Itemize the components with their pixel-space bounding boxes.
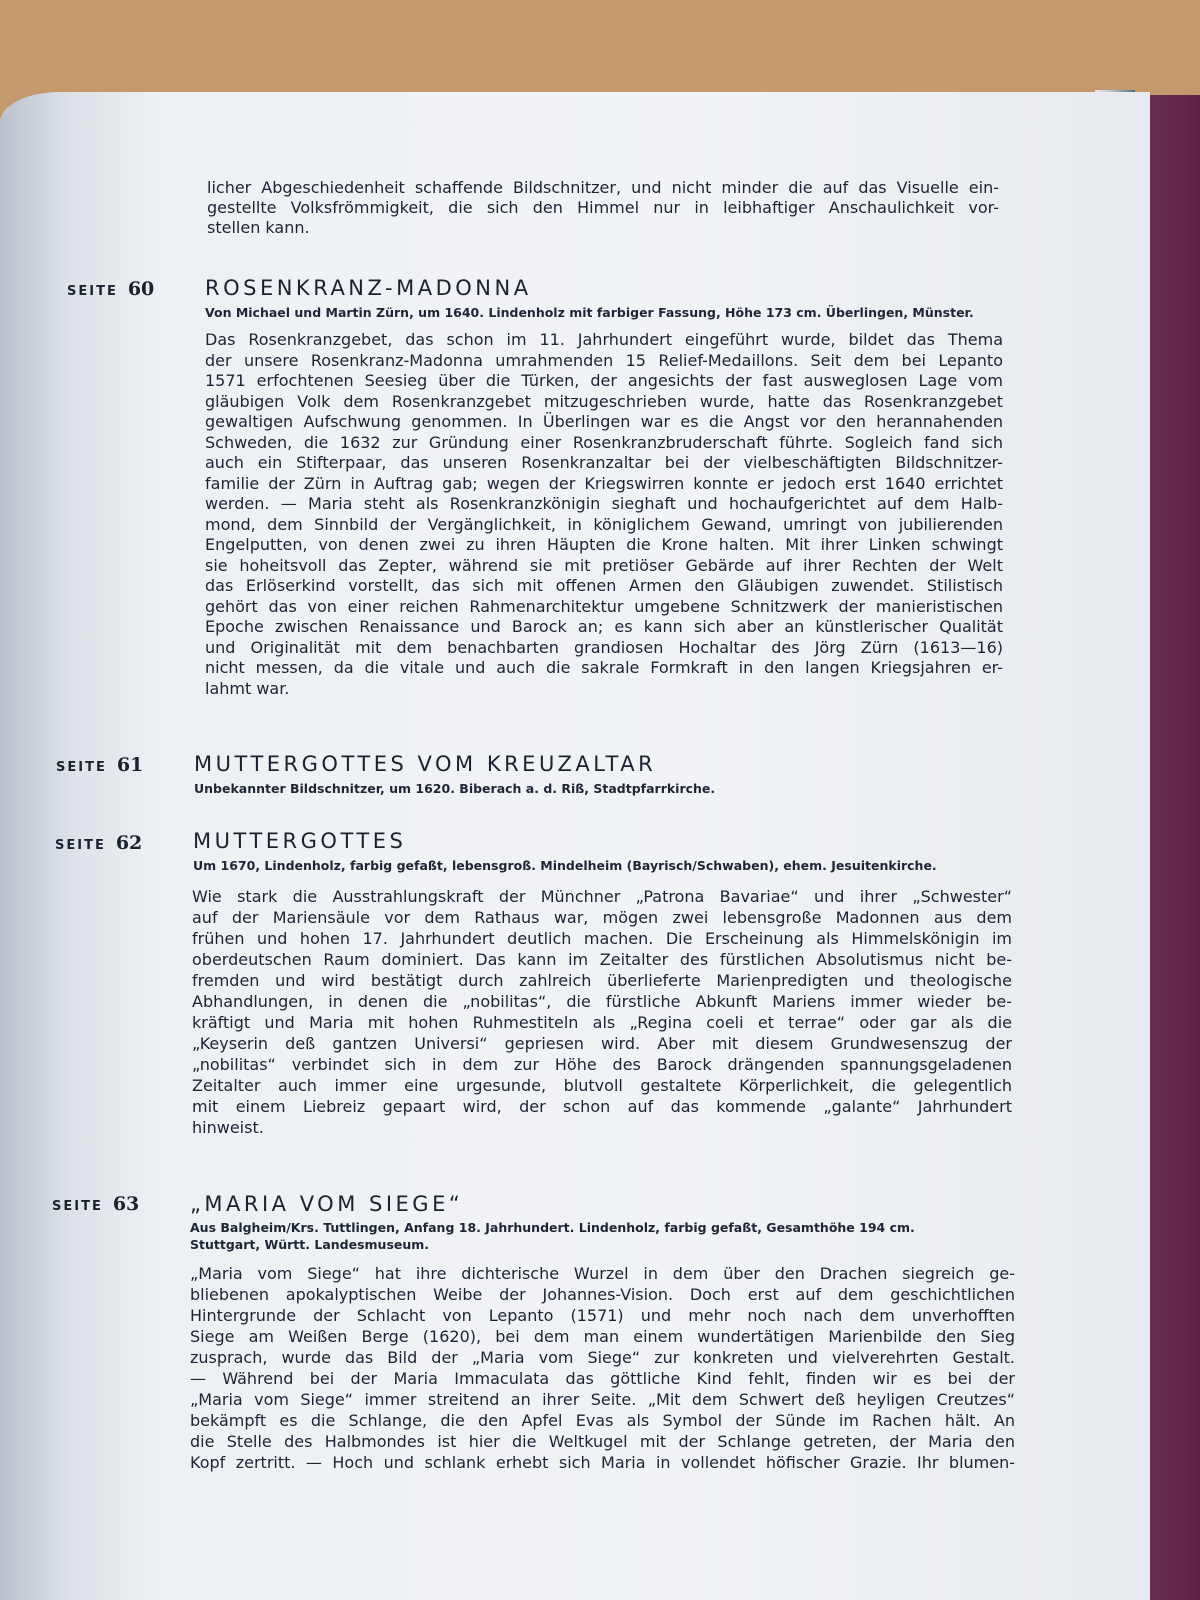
- text-line: „nobilitas“ verbindet sich in dem zur Höhe des Barock drängenden spannungsgeladenen: [192, 1055, 1012, 1074]
- text-line: Siege am Weißen Berge (1620), bei dem man einem wundertätigen Marienbilde den Sieg: [190, 1327, 1015, 1346]
- seite-number: 61: [116, 754, 144, 776]
- text-line: kräftigt und Maria mit hohen Ruhmestiteln als „Regina coeli et terrae“ oder gar als die: [192, 1013, 1012, 1032]
- entry-subtitle: Um 1670, Lindenholz, farbig gefaßt, lebensgroß. Mindelheim (Bayrisch/Schwaben), ehem. Jesuitenkirche.: [193, 858, 937, 873]
- text-line: Abhandlungen, in denen die „nobilitas“, die fürstliche Abkunft Mariens immer wieder be-: [192, 992, 1012, 1011]
- text-line: bliebenen apokalyptischen Weibe der Johannes-Vision. Doch erst auf dem geschichtlichen: [190, 1285, 1015, 1304]
- text-line: Kopf zertritt. — Hoch und schlank erhebt sich Maria in vollendet höfischer Grazie. Ihr blumen-: [190, 1453, 1015, 1472]
- page-reference: [55, 832, 142, 854]
- text-line: gewaltigen Aufschwung genommen. In Überlingen war es die Angst vor den herannahenden: [205, 412, 1003, 431]
- book-page: [0, 92, 1150, 1600]
- text-line: der unsere Rosenkranz-Madonna umrahmenden 15 Relief-Medaillons. Seit dem bei Lepanto: [205, 350, 1003, 370]
- text-line: — Während bei der Maria Immaculata das göttliche Kind fehlt, finden wir es bei der: [190, 1369, 1015, 1388]
- text-line: auch ein Stifterpaar, das unseren Rosenkranzaltar bei der vielbeschäftigten Bildschnitzer-: [205, 453, 1003, 472]
- page-reference: [67, 278, 154, 300]
- text-line: „Maria vom Siege“ immer streitend an ihrer Seite. „Mit dem Schwert deß heyligen Creutzes“: [190, 1390, 1015, 1409]
- intro-paragraph: [207, 178, 999, 238]
- text-line: Wie stark die Ausstrahlungskraft der Münchner „Patrona Bavariae“ und ihrer „Schwester“: [192, 887, 1012, 906]
- text-line: gläubigen Volk dem Rosenkranzgebet mitzugeschrieben wurde, hatte das Rosenkranzgebet: [205, 391, 1003, 411]
- text-line: und Originalität mit dem benachbarten grandiosen Hochaltar des Jörg Zürn (1613—16): [205, 637, 1003, 657]
- text-line: Zeitalter auch immer eine urgesunde, blutvoll gestaltete Körperlichkeit, die gelegentlich: [192, 1076, 1012, 1095]
- text-line: 1571 erfochtenen Seesieg über die Türken, der angesichts der fast ausweglosen Lage vom: [205, 371, 1003, 390]
- text-line: mond, dem Sinnbild der Vergänglichkeit, in königlichem Gewand, umringt von jubilierenden: [205, 514, 1003, 534]
- text-line: lahmt war.: [205, 678, 290, 698]
- text-line: stellen kann.: [207, 218, 310, 237]
- entry-title: „MARIA VOM SIEGE“: [190, 1192, 464, 1216]
- seite-label: SEITE: [56, 760, 107, 775]
- text-line: werden. — Maria steht als Rosenkranzkönigin sieghaft und hochaufgerichtet auf dem Halb-: [205, 494, 1003, 513]
- text-line: mit einem Liebreiz gepaart wird, der schon auf das kommende „galante“ Jahrhundert: [192, 1097, 1012, 1116]
- text-line: sie hoheitsvoll das Zepter, während sie mit pretiöser Gebärde auf ihrer Rechten der Welt: [205, 555, 1003, 575]
- seite-number: 63: [112, 1193, 140, 1215]
- text-line: frühen und hohen 17. Jahrhundert deutlich machen. Die Erscheinung als Himmelskönigin im: [192, 929, 1012, 948]
- text-line: gehört das von einer reichen Rahmenarchitektur umgebene Schnitzwerk der manieristischen: [205, 596, 1003, 616]
- text-line: Hintergrunde der Schlacht von Lepanto (1571) und mehr noch nach dem unverhofften: [190, 1306, 1015, 1325]
- entry-title: MUTTERGOTTES: [193, 829, 407, 853]
- entry-subtitle-line-2: Stuttgart, Württ. Landesmuseum.: [190, 1237, 430, 1252]
- text-line: „Keyserin deß gantzen Universi“ gepriesen wird. Aber mit diesem Grundwesenszug der: [192, 1034, 1012, 1053]
- seite-label: SEITE: [55, 838, 106, 853]
- entry-subtitle: Von Michael und Martin Zürn, um 1640. Lindenholz mit farbiger Fassung, Höhe 173 cm. Überlingen, Münster.: [205, 305, 974, 320]
- entry-title: MUTTERGOTTES VOM KREUZALTAR: [194, 752, 657, 776]
- text-line: nicht messen, da die vitale und auch die sakrale Formkraft in den langen Kriegsjahren er-: [205, 658, 1003, 677]
- text-line: hinweist.: [192, 1118, 264, 1137]
- text-line: zusprach, wurde das Bild der „Maria vom Siege“ zur konkreten und vielverehrten Gestalt.: [190, 1348, 1015, 1367]
- text-line: Epoche zwischen Renaissance und Barock an; es kann sich aber an künstlerischer Qualität: [205, 617, 1003, 636]
- seite-label: SEITE: [52, 1199, 103, 1214]
- text-line: familie der Zürn in Auftrag gab; wegen der Kriegswirren konnte er jedoch erst 1640 errichtet: [205, 473, 1003, 493]
- entry-paragraph: [190, 1263, 1015, 1473]
- seite-number: 60: [127, 278, 155, 300]
- page-reference: [56, 754, 143, 776]
- text-line: auf der Mariensäule vor dem Rathaus war, mögen zwei lebensgroße Madonnen aus dem: [192, 908, 1012, 927]
- text-line: gestellte Volksfrömmigkeit, die sich den Himmel nur in leibhaftiger Anschaulichkeit vor-: [207, 198, 999, 217]
- text-line: „Maria vom Siege“ hat ihre dichterische Wurzel in dem über den Drachen siegreich ge-: [190, 1264, 1015, 1283]
- entry-subtitle: Aus Balgheim/Krs. Tuttlingen, Anfang 18. Jahrhundert. Lindenholz, farbig gefaßt, Gesamthöhe 194 cm.: [190, 1220, 915, 1235]
- text-line: licher Abgeschiedenheit schaffende Bildschnitzer, und nicht minder die auf das Visuelle ein-: [207, 178, 999, 197]
- text-line: Engelputten, von denen zwei zu ihren Häupten die Krone halten. Mit ihrer Linken schwingt: [205, 535, 1003, 554]
- text-line: Das Rosenkranzgebet, das schon im 11. Jahrhundert eingeführt wurde, bildet das Thema: [205, 330, 1003, 349]
- entry-paragraph: [192, 886, 1012, 1138]
- seite-number: 62: [115, 832, 143, 854]
- entry-title: ROSENKRANZ-MADONNA: [205, 276, 532, 300]
- text-line: das Erlöserkind vorstellt, das sich mit offenen Armen den Gläubigen zuwendet. Stilistisch: [205, 576, 1003, 595]
- text-line: bekämpft es die Schlange, die den Apfel Evas als Symbol der Sünde im Rachen hält. An: [190, 1411, 1015, 1430]
- text-line: oberdeutschen Raum dominiert. Das kann im Zeitalter des fürstlichen Absolutismus nicht be-: [192, 950, 1012, 969]
- seite-label: SEITE: [67, 284, 118, 299]
- text-line: fremden und wird bestätigt durch zahlreich überlieferte Marienpredigten und theologische: [192, 971, 1012, 990]
- text-line: die Stelle des Halbmondes ist hier die Weltkugel mit der Schlange getreten, der Maria den: [190, 1432, 1015, 1451]
- page-reference: [52, 1193, 139, 1215]
- entry-subtitle: Unbekannter Bildschnitzer, um 1620. Biberach a. d. Riß, Stadtpfarrkirche.: [194, 781, 716, 796]
- entry-paragraph: [205, 330, 1003, 699]
- text-line: Schweden, die 1632 zur Gründung einer Rosenkranzbruderschaft führte. Sogleich fand sich: [205, 432, 1003, 452]
